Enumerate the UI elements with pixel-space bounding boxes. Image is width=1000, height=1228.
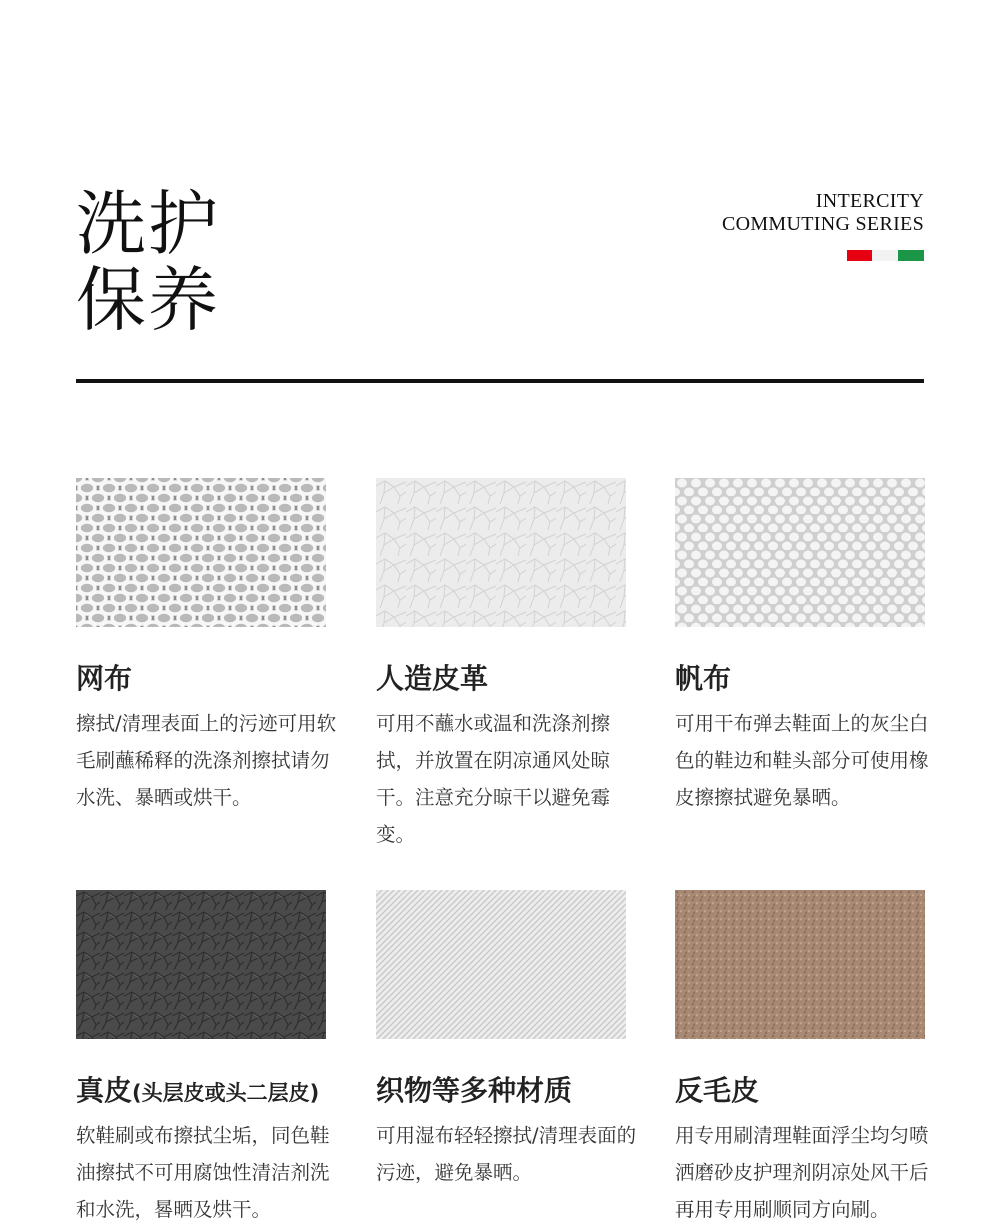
page-title	[76, 183, 220, 341]
title-line-2: 保养	[76, 259, 220, 341]
series-label	[722, 190, 924, 236]
material-description: 可用湿布轻轻擦拭/清理表面的污迹，避免暴晒。	[376, 1124, 637, 1184]
canvas-fabric-swatch	[675, 478, 925, 627]
genuine-leather-swatch	[76, 890, 326, 1039]
material-description: 擦拭/清理表面上的污迹可用软毛刷蘸稀释的洗涤剂擦拭请勿水洗、暴晒或烘干。	[76, 712, 337, 809]
textile-fabric-swatch	[376, 890, 626, 1039]
series-line-2: COMMUTING SERIES	[721, 213, 924, 235]
material-name: 网布	[76, 662, 133, 695]
header-divider	[76, 379, 924, 383]
material-name: 真皮(头层皮或头二层皮)	[76, 1074, 320, 1107]
material-name: 帆布	[675, 662, 732, 695]
flag-white-stripe	[872, 250, 898, 261]
series-line-1: INTERCITY	[815, 190, 924, 212]
material-card-mesh	[76, 478, 337, 816]
title-line-1: 洗护	[76, 183, 220, 265]
flag-red-stripe	[847, 250, 872, 261]
flag-green-stripe	[898, 250, 924, 261]
material-name: 人造皮革	[376, 662, 489, 695]
material-card-suede	[675, 890, 929, 1228]
italian-flag-icon	[847, 250, 924, 261]
synthetic-leather-swatch	[376, 478, 626, 627]
material-description: 用专用刷清理鞋面浮尘均匀喷洒磨砂皮护理剂阴凉处风干后再用专用刷顺同方向刷。	[675, 1124, 929, 1221]
mesh-fabric-swatch	[76, 478, 326, 627]
material-card-canvas	[675, 478, 929, 816]
suede-swatch	[675, 890, 925, 1039]
material-description: 软鞋刷或布擦拭尘垢，同色鞋油擦拭不可用腐蚀性清洁剂洗和水洗，晷晒及烘干。	[76, 1124, 330, 1221]
material-card-synthetic-leather	[376, 478, 626, 853]
material-card-genuine-leather	[76, 890, 330, 1228]
material-description: 可用不蘸水或温和洗涤剂擦拭，并放置在阴凉通风处晾干。注意充分晾干以避免霉变。	[376, 712, 611, 846]
material-name: 织物等多种材质	[376, 1074, 573, 1107]
material-description: 可用干布弹去鞋面上的灰尘白色的鞋边和鞋头部分可使用橡皮擦擦拭避免暴晒。	[675, 712, 929, 809]
material-card-textile	[376, 890, 637, 1191]
material-name: 反毛皮	[675, 1074, 760, 1107]
